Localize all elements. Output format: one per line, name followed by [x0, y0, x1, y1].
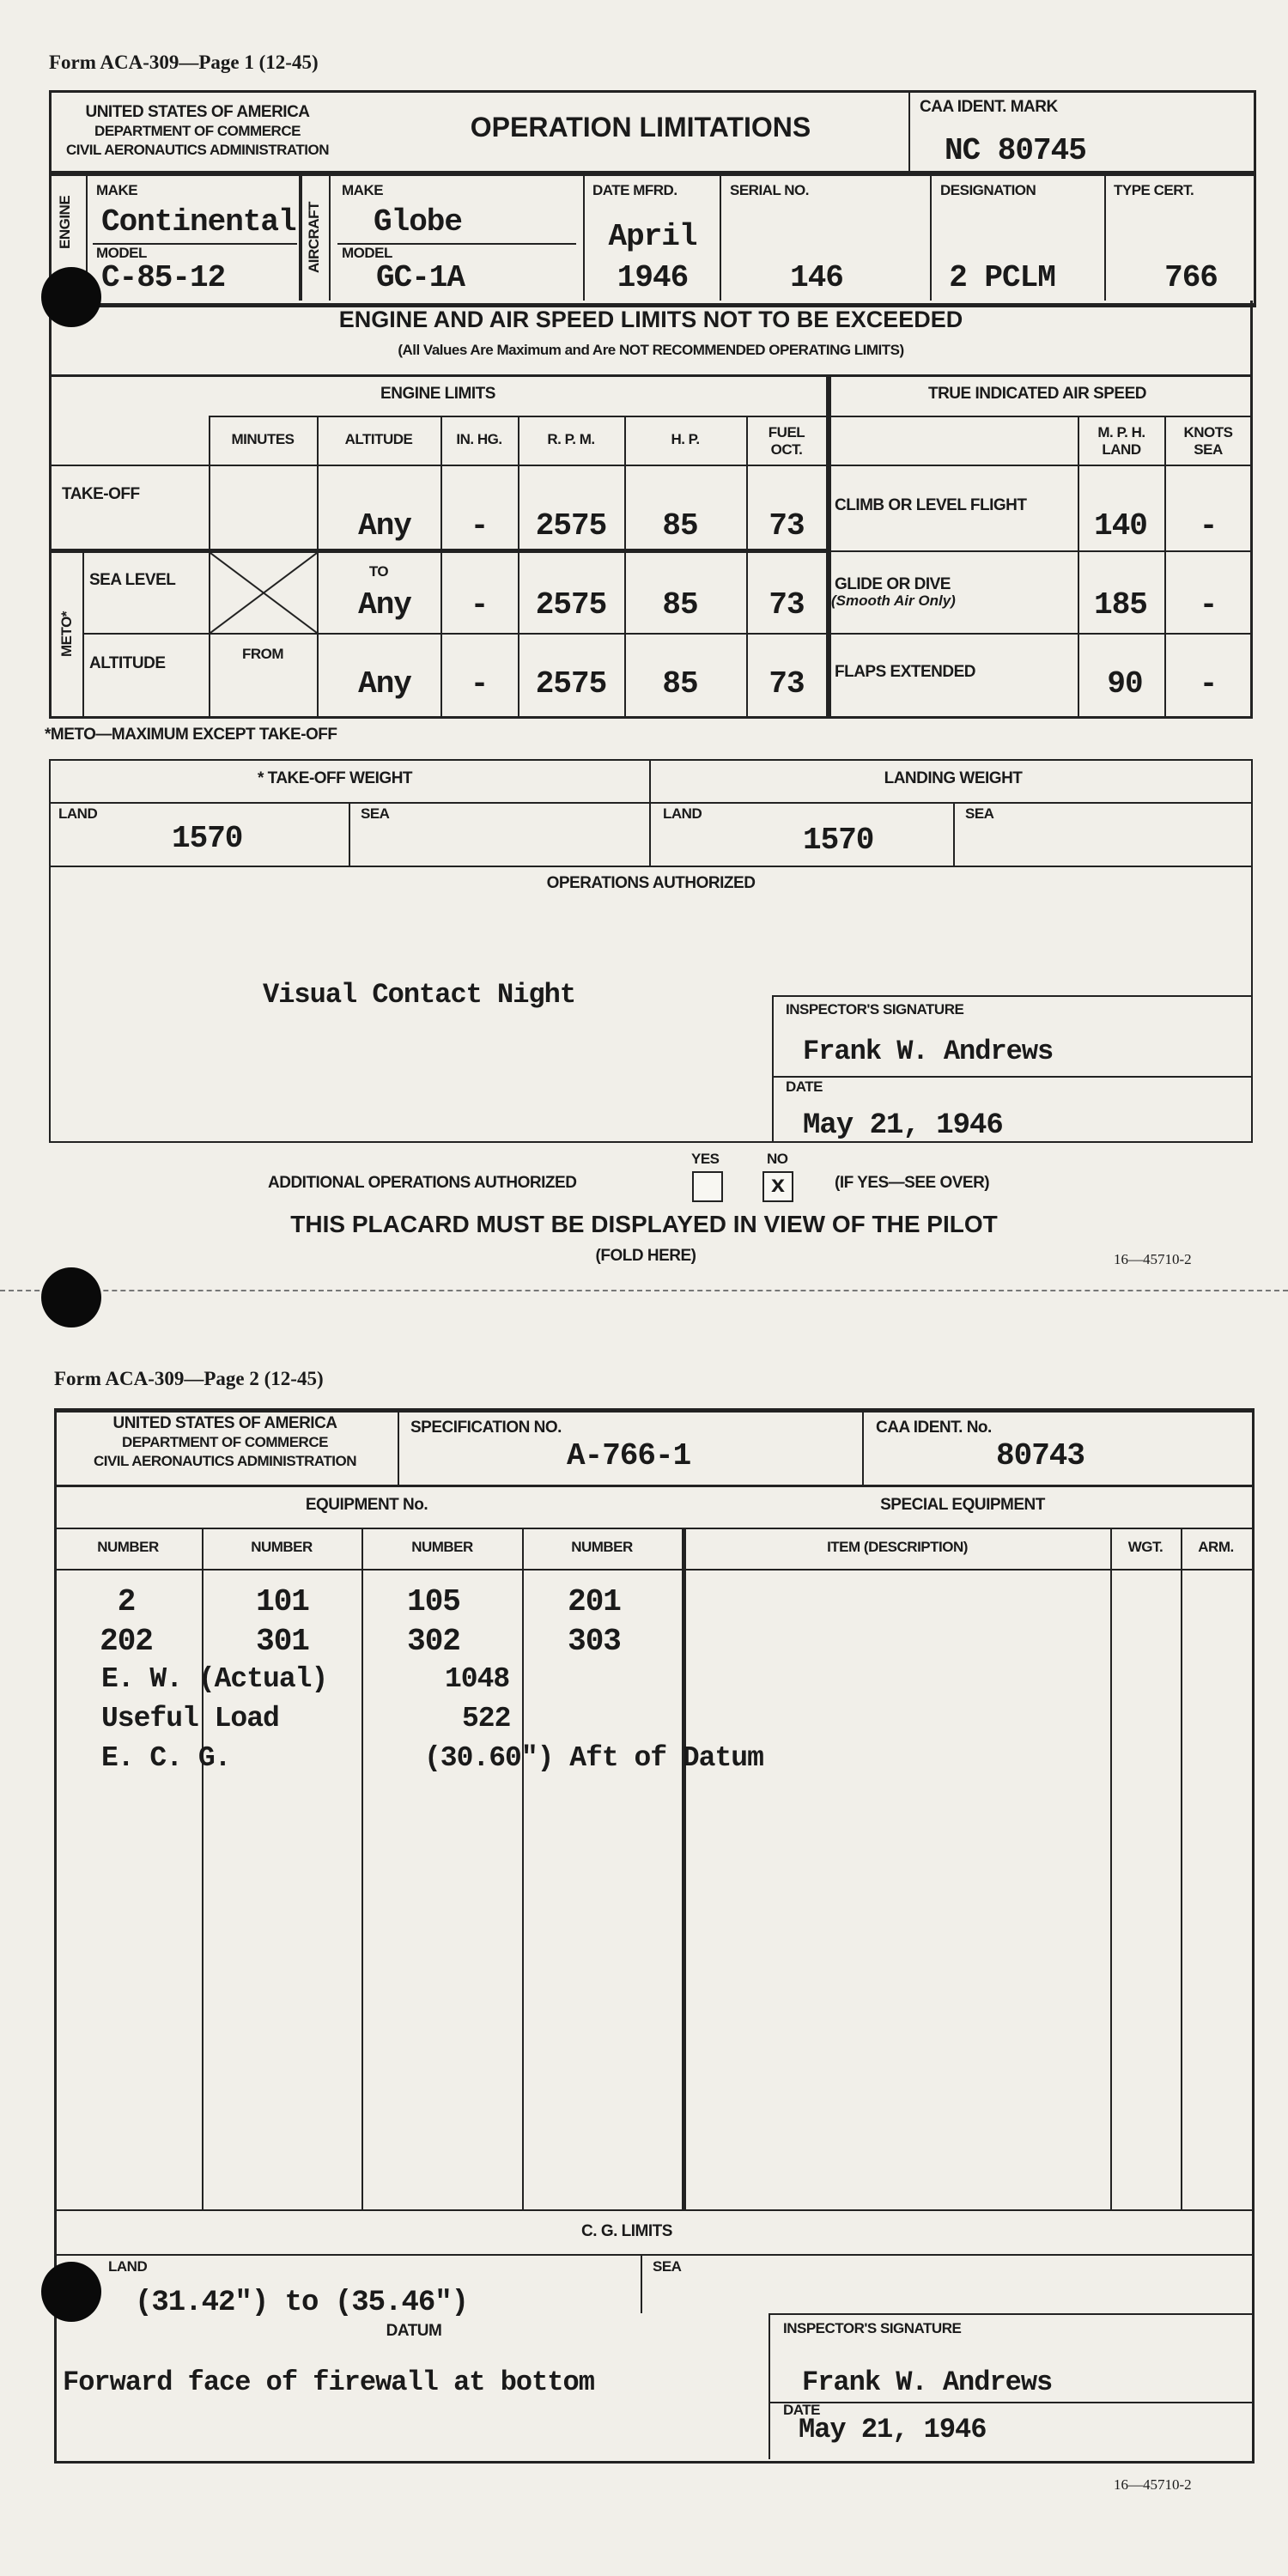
designation-label: DESIGNATION	[940, 182, 1036, 198]
ops-authorized-value: Visual Contact Night	[263, 979, 576, 1011]
no-label: NO	[767, 1151, 788, 1167]
sea-level-in-hg: -	[470, 587, 489, 623]
divider	[49, 802, 1253, 804]
divider	[746, 416, 748, 718]
weights-box	[49, 759, 1253, 1143]
divider	[826, 374, 831, 718]
page-title: OPERATION LIMITATIONS	[470, 112, 811, 143]
cg-land-range: (31.42") to (35.46")	[135, 2287, 469, 2319]
type-cert-value: 766	[1164, 260, 1218, 295]
agency-line: DEPARTMENT OF COMMERCE	[122, 1434, 328, 1450]
divider	[49, 301, 52, 718]
caa-ident-value: 80743	[996, 1438, 1085, 1473]
divider	[49, 866, 1253, 867]
engine-make: Continental	[101, 204, 296, 240]
col-wgt: WGT.	[1127, 1539, 1163, 1555]
divider	[299, 174, 302, 301]
divider	[930, 174, 932, 301]
caa-ident-value: NC 80745	[945, 133, 1086, 168]
land-label: LAND	[663, 805, 702, 822]
landing-weight-land: 1570	[803, 823, 874, 858]
yes-label: YES	[691, 1151, 720, 1167]
airspeed-glide-label: GLIDE OR DIVE	[835, 575, 951, 593]
punch-hole	[41, 267, 101, 327]
divider	[49, 716, 1253, 719]
divider	[54, 1485, 1252, 1487]
divider	[831, 550, 1252, 552]
date-label: DATE	[786, 1078, 823, 1095]
agency-line: DEPARTMENT OF COMMERCE	[94, 123, 301, 139]
equipment-number: 302	[407, 1624, 460, 1659]
inspection-date: May 21, 1946	[799, 2414, 987, 2445]
divider	[317, 416, 319, 718]
airspeed-climb-label: CLIMB OR LEVEL FLIGHT	[835, 496, 1027, 514]
empty-weight-label: E. W. (Actual)	[101, 1663, 328, 1695]
equipment-header: EQUIPMENT No.	[305, 1496, 428, 1514]
datum-label: DATUM	[386, 2322, 442, 2340]
sea-level-hp: 85	[662, 587, 698, 623]
equipment-number: 201	[568, 1584, 621, 1619]
divider	[54, 2254, 1252, 2256]
agency-line: UNITED STATES OF AMERICA	[112, 1414, 337, 1432]
land-label: LAND	[108, 2258, 148, 2275]
inspector-signature-label: INSPECTOR'S SIGNATURE	[786, 1001, 964, 1018]
altitude-hp: 85	[662, 666, 698, 702]
spec-value: A-766-1	[567, 1438, 691, 1473]
divider	[624, 416, 626, 718]
fold-line	[0, 1290, 1288, 1291]
agency-line: UNITED STATES OF AMERICA	[85, 103, 310, 121]
takeoff-weight-label: * TAKE-OFF WEIGHT	[257, 769, 413, 787]
form-code: 16—45710-2	[1114, 1251, 1192, 1267]
equipment-number: 105	[407, 1584, 460, 1619]
takeoff-rpm: 2575	[535, 508, 607, 544]
to-label: TO	[368, 563, 389, 580]
ecg-value: (30.60") Aft of Datum	[424, 1742, 763, 1774]
row-label-takeoff: TAKE-OFF	[62, 485, 140, 503]
no-checkbox[interactable]: x	[762, 1171, 793, 1202]
caa-ident-label: CAA IDENT. MARK	[920, 98, 1058, 116]
takeoff-weight-land: 1570	[172, 821, 243, 856]
divider	[349, 802, 350, 866]
equipment-number: 101	[256, 1584, 309, 1619]
col-arm: ARM.	[1198, 1539, 1234, 1555]
model-label: MODEL	[96, 245, 147, 261]
row-label-altitude: ALTITUDE	[89, 654, 166, 672]
caa-ident-label: CAA IDENT. No.	[876, 1419, 992, 1437]
divider	[682, 1528, 686, 2209]
divider	[49, 374, 1253, 377]
col-number: NUMBER	[251, 1539, 313, 1555]
form-label: Form ACA-309—Page 2 (12-45)	[54, 1368, 324, 1389]
divider	[583, 174, 585, 301]
takeoff-hp: 85	[662, 508, 698, 544]
divider	[329, 174, 331, 301]
limits-subtitle: (All Values Are Maximum and Are NOT RECOMMENDED OPERATING LIMITS)	[398, 342, 904, 358]
altitude-rpm: 2575	[535, 666, 607, 702]
divider	[82, 633, 826, 635]
inspector-name: Frank W. Andrews	[803, 1036, 1054, 1067]
form-label: Form ACA-309—Page 1 (12-45)	[49, 52, 319, 73]
datum-value: Forward face of firewall at bottom	[63, 2366, 594, 2398]
punch-hole	[41, 2262, 101, 2322]
col-fuel: FUEL OCT.	[768, 424, 805, 458]
divider	[398, 1408, 399, 1485]
row-label-sea-level: SEA LEVEL	[89, 571, 176, 589]
divider	[1104, 174, 1106, 301]
aircraft-make: Globe	[374, 204, 463, 240]
inspection-date: May 21, 1946	[803, 1109, 1003, 1142]
col-number: NUMBER	[97, 1539, 159, 1555]
takeoff-fuel: 73	[769, 508, 805, 544]
divider	[361, 1528, 363, 2209]
col-knots-sea: KNOTS SEA	[1183, 424, 1233, 458]
divider	[831, 633, 1252, 635]
agency-line: CIVIL AERONAUTICS ADMINISTRATION	[93, 1453, 357, 1469]
empty-weight-value: 1048	[445, 1663, 510, 1695]
ecg-label: E. C. G.	[101, 1742, 231, 1774]
col-altitude: ALTITUDE	[344, 431, 413, 447]
divider	[908, 90, 910, 173]
meto-note: *METO—MAXIMUM EXCEPT TAKE-OFF	[45, 726, 337, 744]
col-number: NUMBER	[411, 1539, 473, 1555]
col-hp: H. P.	[671, 431, 700, 447]
inspector-name: Frank W. Andrews	[802, 2366, 1053, 2398]
sea-level-fuel: 73	[769, 587, 805, 623]
divider	[772, 995, 1251, 997]
altitude-altitude: Any	[358, 666, 411, 702]
limits-title: ENGINE AND AIR SPEED LIMITS NOT TO BE EXCEEDED	[338, 307, 963, 332]
divider	[772, 1076, 1251, 1078]
divider	[862, 1408, 864, 1485]
divider	[49, 549, 826, 553]
divider	[769, 2313, 770, 2459]
if-yes-note: (IF YES—SEE OVER)	[835, 1174, 990, 1192]
sea-level-rpm: 2575	[535, 587, 607, 623]
useful-load-label: Useful Load	[101, 1703, 279, 1735]
col-item: ITEM (DESCRIPTION)	[827, 1539, 968, 1555]
divider	[202, 1528, 204, 2209]
divider	[1078, 416, 1079, 718]
date-mfrd-year: 1946	[617, 260, 689, 295]
divider	[720, 174, 721, 301]
sea-level-altitude: Any	[358, 587, 411, 623]
useful-load-value: 522	[462, 1703, 511, 1735]
engine-side-label: ENGINE	[57, 195, 73, 249]
agency-line: CIVIL AERONAUTICS ADMINISTRATION	[65, 142, 330, 158]
spec-label: SPECIFICATION NO.	[410, 1419, 562, 1437]
sea-label: SEA	[965, 805, 994, 822]
make-label: MAKE	[342, 182, 384, 198]
equipment-number: 2	[117, 1584, 136, 1619]
divider	[641, 2254, 642, 2313]
col-number: NUMBER	[571, 1539, 633, 1555]
landing-weight-label: LANDING WEIGHT	[884, 769, 1023, 787]
divider	[769, 2402, 1252, 2403]
airspeed-glide-sub: (Smooth Air Only)	[831, 592, 956, 609]
divider	[54, 2209, 1252, 2211]
divider	[49, 171, 1256, 176]
engine-model: C-85-12	[101, 260, 226, 295]
takeoff-in-hg: -	[470, 508, 489, 544]
serial-label: SERIAL NO.	[730, 182, 809, 198]
equipment-number: 303	[568, 1624, 621, 1659]
climb-land: 140	[1094, 508, 1147, 544]
airspeed-flaps-label: FLAPS EXTENDED	[835, 663, 976, 681]
sea-label: SEA	[361, 805, 390, 822]
date-label: DATE	[783, 2402, 821, 2418]
divider	[769, 2313, 1252, 2315]
cg-limits-label: C. G. LIMITS	[581, 2222, 672, 2240]
col-rpm: R. P. M.	[547, 431, 595, 447]
designation-value: 2 PCLM	[949, 260, 1055, 295]
land-label: LAND	[58, 805, 98, 822]
additional-ops-label: ADDITIONAL OPERATIONS AUTHORIZED	[268, 1174, 577, 1192]
equipment-number: 301	[256, 1624, 309, 1659]
model-label: MODEL	[342, 245, 392, 261]
divider	[54, 1569, 1252, 1571]
sea-label: SEA	[653, 2258, 682, 2275]
divider	[54, 1528, 1252, 1529]
divider	[953, 802, 955, 866]
divider	[1250, 301, 1253, 718]
special-equipment-header: SPECIAL EQUIPMENT	[880, 1496, 1045, 1514]
glide-land: 185	[1094, 587, 1147, 623]
divider	[1110, 1528, 1112, 2209]
divider	[518, 416, 519, 718]
takeoff-altitude: Any	[358, 508, 411, 544]
climb-sea: -	[1199, 508, 1218, 544]
divider	[1164, 416, 1166, 718]
flaps-land: 90	[1107, 666, 1143, 702]
col-minutes: MINUTES	[231, 431, 295, 447]
aircraft-model: GC-1A	[376, 260, 465, 295]
divider	[831, 416, 1252, 417]
flaps-sea: -	[1199, 666, 1218, 702]
divider	[772, 995, 774, 1141]
altitude-in-hg: -	[470, 666, 489, 702]
divider	[440, 416, 442, 718]
altitude-fuel: 73	[769, 666, 805, 702]
form-code: 16—45710-2	[1114, 2476, 1192, 2493]
yes-checkbox[interactable]	[692, 1171, 723, 1202]
aircraft-side-label: AIRCRAFT	[306, 202, 322, 273]
fold-here: (FOLD HERE)	[595, 1247, 696, 1265]
divider	[82, 553, 84, 718]
from-label: FROM	[241, 646, 284, 662]
punch-hole	[41, 1267, 101, 1327]
date-mfrd-month: April	[608, 219, 697, 254]
date-mfrd-label: DATE MFRD.	[592, 182, 677, 198]
divider	[49, 465, 1253, 466]
glide-sea: -	[1199, 587, 1218, 623]
cross-out-mark	[210, 553, 317, 633]
inspector-signature-label: INSPECTOR'S SIGNATURE	[783, 2320, 962, 2336]
make-label: MAKE	[96, 182, 138, 198]
divider	[522, 1528, 524, 2209]
col-in-hg: IN. HG.	[456, 431, 502, 447]
meto-label: METO*	[58, 611, 75, 657]
engine-limits-header: ENGINE LIMITS	[380, 385, 495, 403]
airspeed-header: TRUE INDICATED AIR SPEED	[927, 385, 1147, 403]
equipment-number: 202	[100, 1624, 153, 1659]
divider	[1181, 1528, 1182, 2209]
type-cert-label: TYPE CERT.	[1114, 182, 1194, 198]
serial-value: 146	[790, 260, 843, 295]
divider	[649, 759, 651, 866]
placard-notice: THIS PLACARD MUST BE DISPLAYED IN VIEW OF THE PILOT	[290, 1211, 998, 1237]
col-mph-land: M. P. H. LAND	[1097, 424, 1145, 458]
ops-authorized-label: OPERATIONS AUTHORIZED	[546, 874, 756, 892]
